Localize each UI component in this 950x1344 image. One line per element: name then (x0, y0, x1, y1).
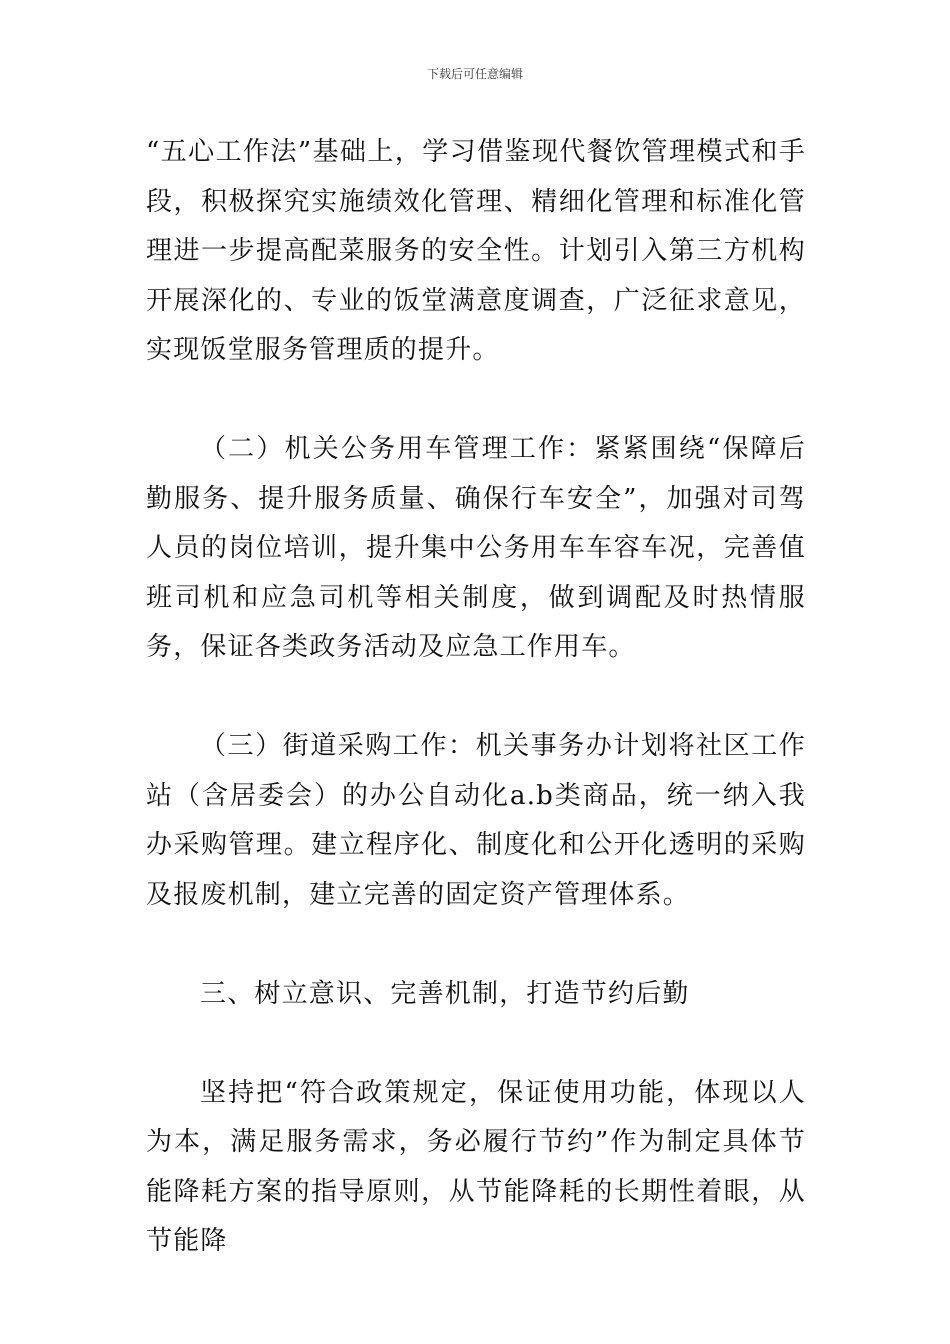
page-header: 下载后可任意编辑 (426, 67, 523, 81)
paragraph-gap (146, 673, 806, 723)
document-body (146, 128, 806, 1267)
paragraph-official-vehicles: （二）机关公务用车管理工作：紧紧围绕“保障后勤服务、提升服务质量、确保行车安全”，加强对司驾人员的岗位培训，提升集中公务用车车容车况，完善值班司机和应急司机等相关制度，做到调配及时热情服务，保证各类政务活动及应急工作用车。 (146, 434, 806, 662)
section-heading-three: 三、树立意识、完善机制，打造节约后勤 (200, 978, 690, 1009)
paragraph-gap (146, 1019, 806, 1069)
paragraph-procurement: （三）街道采购工作：机关事务办计划将社区工作站（含居委会）的办公自动化a.b类商品，统一纳入我办采购管理。建立程序化、制度化和公开化透明的采购及报废机制，建立完善的固定资产管理体系。 (146, 731, 806, 910)
paragraph-gap (146, 920, 806, 970)
paragraph-gap (146, 376, 806, 426)
paragraph-canteen-management: “五心工作法”基础上，学习借鉴现代餐饮管理模式和手段，积极探究实施绩效化管理、精细化管理和标准化管理进一步提高配菜服务的安全性。计划引入第三方机构开展深化的、专业的饭堂满意度调查，广泛征求意见，实现饭堂服务管理质的提升。 (146, 137, 806, 365)
paragraph-energy-saving: 坚持把“符合政策规定，保证使用功能，体现以人为本，满足服务需求，务必履行节约”作为制定具体节能降耗方案的指导原则，从节能降耗的长期性着眼，从节能降 (146, 1077, 806, 1256)
